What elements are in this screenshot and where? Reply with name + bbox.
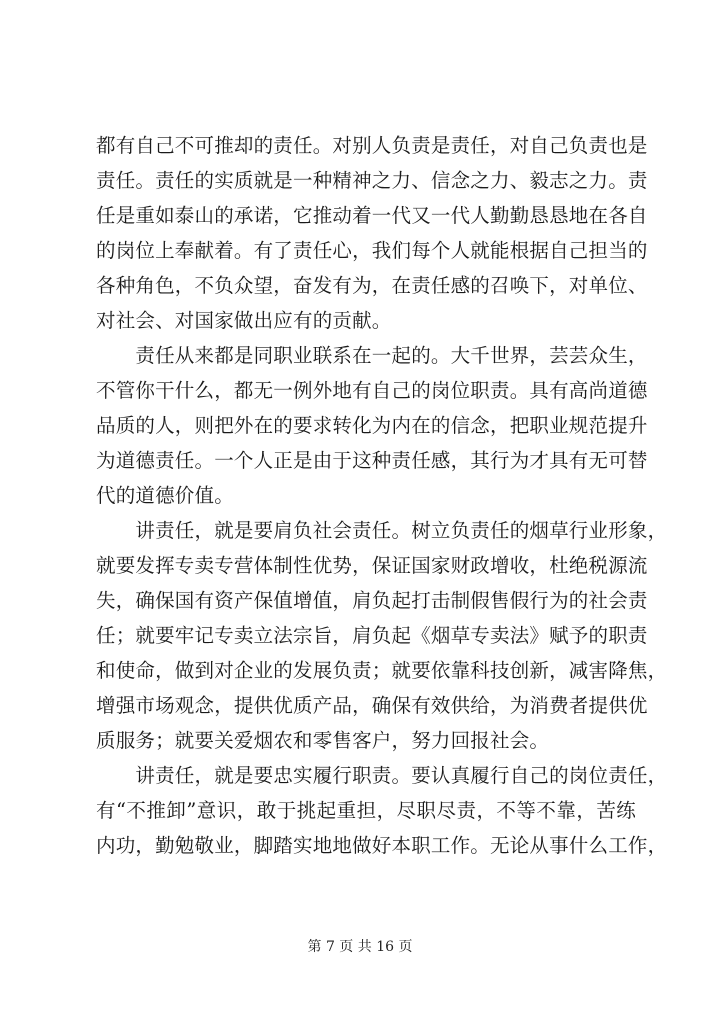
- text-line: 代的道德价值。: [96, 484, 234, 507]
- text-line: 为道德责任。一个人正是由于这种责任感，其行为才具有无可替: [96, 449, 648, 472]
- text-line: 就要发挥专卖专营体制性优势，保证国家财政增收，杜绝税源流: [96, 554, 648, 577]
- page-number-footer: 第 7 页 共 16 页: [307, 939, 413, 955]
- text-line: 质服务；就要关爱烟农和零售客户，努力回报社会。: [96, 729, 550, 752]
- text-line: 有“不推卸”意识，敢于挑起重担，尽职尽责，不等不靠，苦练: [96, 799, 636, 822]
- text-line: 不管你干什么，都无一例外地有自己的岗位职责。具有高尚道德: [96, 379, 648, 402]
- text-line: 失，确保国有资产保值增值，肩负起打击制假售假行为的社会责: [96, 589, 648, 612]
- text-line: 各种角色，不负众望，奋发有为，在责任感的召唤下，对单位、: [96, 274, 648, 297]
- text-line: 责任。责任的实质就是一种精神之力、信念之力、毅志之力。责: [96, 169, 648, 192]
- text-line: 责任从来都是同职业联系在一起的。大千世界，芸芸众生，: [96, 344, 648, 367]
- text-line: 的岗位上奉献着。有了责任心，我们每个人就能根据自己担当的: [96, 239, 648, 262]
- text-line: 品质的人，则把外在的要求转化为内在的信念，把职业规范提升: [96, 414, 648, 437]
- text-line: 任是重如泰山的承诺，它推动着一代又一代人勤勤恳恳地在各自: [96, 204, 648, 227]
- text-line: 内功，勤勉敬业，脚踏实地地做好本职工作。无论从事什么工作，: [96, 834, 668, 857]
- text-line: 对社会、对国家做出应有的贡献。: [96, 309, 392, 332]
- text-line: 和使命，做到对企业的发展负责；就要依靠科技创新，减害降焦，: [96, 659, 668, 682]
- text-line: 任；就要牢记专卖立法宗旨，肩负起《烟草专卖法》赋予的职责: [96, 624, 648, 647]
- text-line: 增强市场观念，提供优质产品，确保有效供给，为消费者提供优: [96, 694, 648, 717]
- text-line: 讲责任，就是要肩负社会责任。树立负责任的烟草行业形象，: [96, 519, 668, 542]
- body-text: [96, 128, 668, 863]
- text-line: 讲责任，就是要忠实履行职责。要认真履行自己的岗位责任，: [96, 764, 668, 787]
- text-line: 都有自己不可推却的责任。对别人负责是责任，对自己负责也是: [96, 134, 648, 157]
